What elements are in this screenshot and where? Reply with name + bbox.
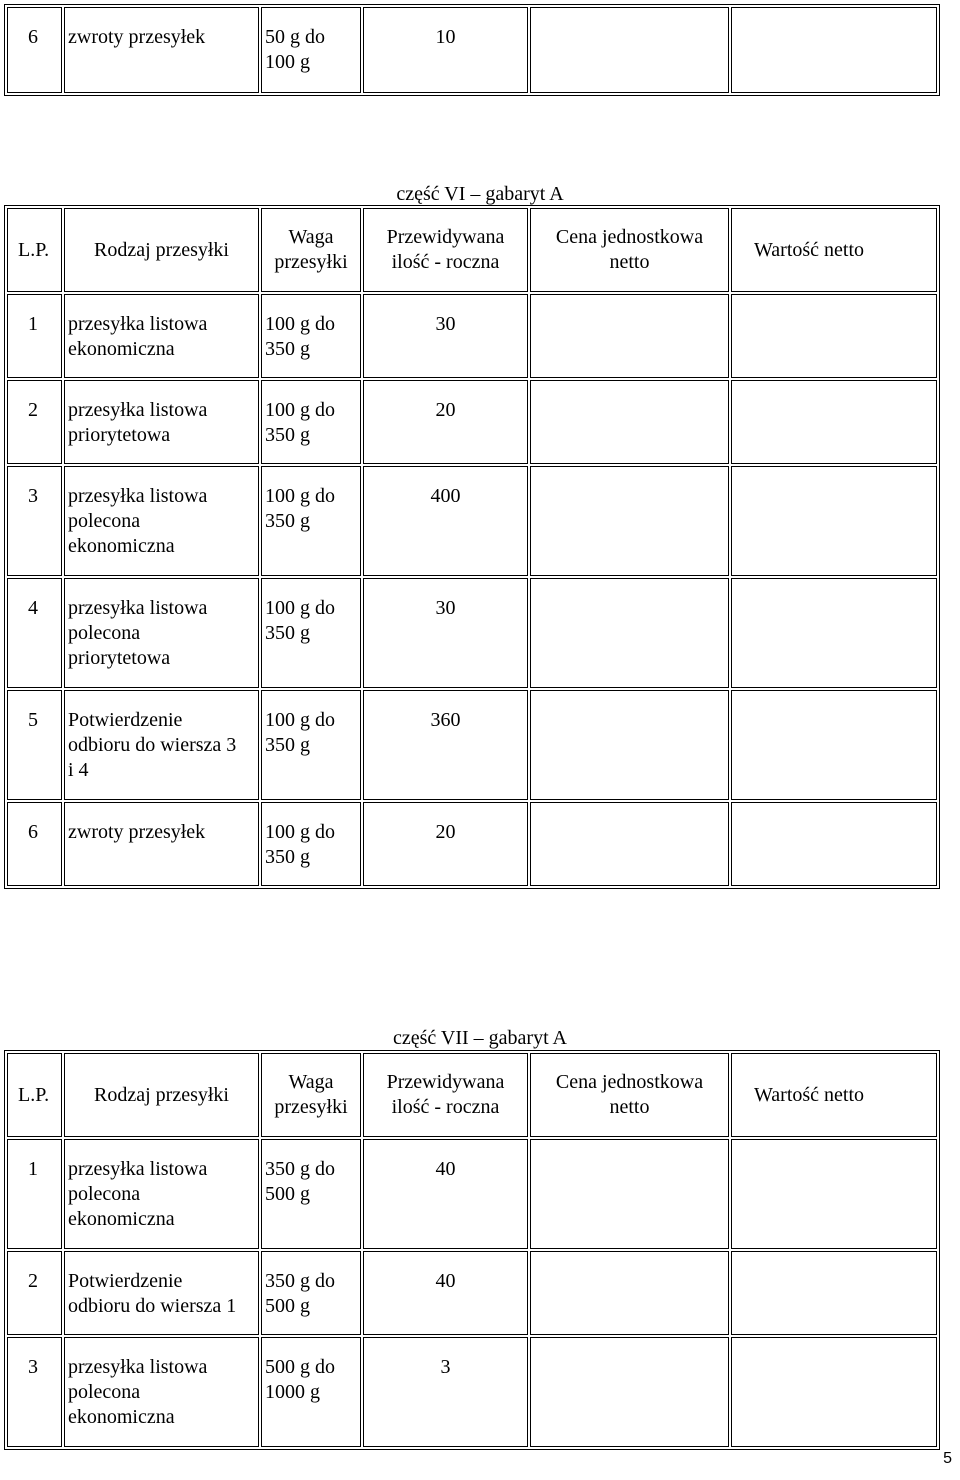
table-row — [7, 690, 937, 800]
lp-cell: 1 — [7, 294, 62, 378]
lp-cell: 3 — [7, 466, 62, 576]
waga-cell — [261, 802, 361, 886]
cena-cell[interactable] — [530, 294, 729, 378]
waga-cell — [261, 294, 361, 378]
lp-cell: 2 — [7, 380, 62, 464]
header-line: Waga — [288, 1071, 334, 1093]
page-number: 5 — [943, 1450, 952, 1467]
table-row — [7, 802, 937, 886]
wartosc-cell[interactable] — [731, 802, 937, 886]
rodzaj-line: priorytetowa — [68, 647, 171, 669]
waga-line: 350 g — [265, 846, 310, 868]
rodzaj-cell — [64, 802, 259, 886]
wartosc-cell[interactable] — [731, 1251, 937, 1335]
cena-cell[interactable] — [530, 802, 729, 886]
waga-line: 500 g — [265, 1183, 310, 1205]
rodzaj-cell — [64, 1251, 259, 1335]
ilosc-cell: 20 — [363, 802, 528, 886]
ilosc-cell: 10 — [363, 7, 528, 93]
header-line: Przewidywana — [386, 1071, 505, 1093]
rodzaj-cell — [64, 1139, 259, 1249]
header-line: przesyłki — [274, 251, 348, 273]
waga-line: 100 g do — [265, 597, 335, 619]
rodzaj-line: przesyłka listowa — [68, 1356, 208, 1378]
rodzaj-line: polecona — [68, 1183, 141, 1205]
rodzaj-cell — [64, 578, 259, 688]
waga-line: 100 g do — [265, 821, 335, 843]
header-rodzaj: Rodzaj przesyłki — [64, 1053, 259, 1137]
cena-cell[interactable] — [530, 690, 729, 800]
waga-line: 350 g do — [265, 1158, 335, 1180]
lp-cell: 6 — [7, 802, 62, 886]
rodzaj-line: odbioru do wiersza 3 — [68, 734, 237, 756]
waga-line: 350 g — [265, 734, 310, 756]
ilosc-cell: 20 — [363, 380, 528, 464]
rodzaj-cell — [64, 466, 259, 576]
table-row — [7, 1139, 937, 1249]
header-cena — [530, 1053, 729, 1137]
lp-cell: 6 — [7, 7, 62, 93]
rodzaj-line: przesyłka listowa — [68, 597, 208, 619]
waga-line: 500 g do — [265, 1356, 335, 1378]
header-ilosc — [363, 208, 528, 292]
header-line: Cena jednostkowa — [555, 1071, 704, 1093]
table-row — [7, 578, 937, 688]
ilosc-cell: 3 — [363, 1337, 528, 1447]
header-cena — [530, 208, 729, 292]
ilosc-cell: 400 — [363, 466, 528, 576]
table-row — [7, 1337, 937, 1447]
table-row — [7, 294, 937, 378]
rodzaj-line: ekonomiczna — [68, 1406, 175, 1428]
rodzaj-line: polecona — [68, 1381, 141, 1403]
wartosc-cell[interactable] — [731, 7, 937, 93]
wartosc-cell[interactable] — [731, 466, 937, 576]
header-line: Waga — [288, 226, 334, 248]
cena-cell[interactable] — [530, 1337, 729, 1447]
lp-cell: 3 — [7, 1337, 62, 1447]
rodzaj-line: zwroty przesyłek — [68, 26, 206, 48]
previous-section-table — [4, 4, 940, 96]
wartosc-cell[interactable] — [731, 380, 937, 464]
waga-cell — [261, 7, 361, 93]
wartosc-cell[interactable] — [731, 1337, 937, 1447]
header-line: Cena jednostkowa — [555, 226, 704, 248]
header-waga — [261, 208, 361, 292]
waga-line: 350 g do — [265, 1270, 335, 1292]
rodzaj-line: ekonomiczna — [68, 535, 175, 557]
ilosc-cell: 40 — [363, 1251, 528, 1335]
cena-cell[interactable] — [530, 1139, 729, 1249]
header-wartosc: Wartość netto — [731, 1053, 937, 1137]
cena-cell[interactable] — [530, 578, 729, 688]
waga-line: 1000 g — [265, 1381, 320, 1403]
waga-cell — [261, 380, 361, 464]
rodzaj-line: ekonomiczna — [68, 338, 175, 360]
waga-line: 100 g do — [265, 399, 335, 421]
rodzaj-line: Potwierdzenie — [68, 1270, 183, 1292]
waga-line: 350 g — [265, 424, 310, 446]
section-title: część VII – gabaryt A — [392, 1027, 567, 1049]
table-row — [7, 466, 937, 576]
waga-cell — [261, 690, 361, 800]
lp-cell: 4 — [7, 578, 62, 688]
waga-line: 500 g — [265, 1295, 310, 1317]
header-lp: L.P. — [7, 1053, 62, 1137]
waga-line: 100 g do — [265, 313, 335, 335]
header-row — [7, 1053, 937, 1137]
rodzaj-line: priorytetowa — [68, 424, 171, 446]
table-row — [7, 1251, 937, 1335]
rodzaj-line: zwroty przesyłek — [68, 821, 206, 843]
waga-cell — [261, 578, 361, 688]
ilosc-cell: 40 — [363, 1139, 528, 1249]
wartosc-cell[interactable] — [731, 294, 937, 378]
wartosc-cell[interactable] — [731, 1139, 937, 1249]
cena-cell[interactable] — [530, 466, 729, 576]
section7-table — [4, 1050, 940, 1450]
rodzaj-cell — [64, 690, 259, 800]
waga-line: 50 g do — [265, 26, 325, 48]
header-ilosc — [363, 1053, 528, 1137]
header-line: ilość - roczna — [391, 251, 500, 273]
waga-line: 100 g do — [265, 485, 335, 507]
ilosc-cell: 30 — [363, 294, 528, 378]
section6-table — [4, 205, 940, 889]
cena-cell[interactable] — [530, 1251, 729, 1335]
rodzaj-line: polecona — [68, 510, 141, 532]
cena-cell[interactable] — [530, 7, 729, 93]
header-waga — [261, 1053, 361, 1137]
lp-cell: 1 — [7, 1139, 62, 1249]
rodzaj-cell — [64, 294, 259, 378]
table-row — [7, 380, 937, 464]
waga-line: 350 g — [265, 622, 310, 644]
section-title: część VI – gabaryt A — [396, 183, 564, 205]
waga-line: 350 g — [265, 510, 310, 532]
rodzaj-line: przesyłka listowa — [68, 1158, 208, 1180]
header-line: przesyłki — [274, 1096, 348, 1118]
header-wartosc: Wartość netto — [731, 208, 937, 292]
rodzaj-cell — [64, 7, 259, 93]
header-line: netto — [609, 1096, 650, 1118]
waga-cell — [261, 1251, 361, 1335]
rodzaj-line: odbioru do wiersza 1 — [68, 1295, 237, 1317]
rodzaj-line: polecona — [68, 622, 141, 644]
rodzaj-cell — [64, 1337, 259, 1447]
header-row — [7, 208, 937, 292]
cena-cell[interactable] — [530, 380, 729, 464]
ilosc-cell: 360 — [363, 690, 528, 800]
rodzaj-line: przesyłka listowa — [68, 313, 208, 335]
waga-cell — [261, 466, 361, 576]
rodzaj-cell — [64, 380, 259, 464]
waga-line: 100 g — [265, 51, 310, 73]
table-row — [7, 7, 937, 93]
rodzaj-line: przesyłka listowa — [68, 399, 208, 421]
wartosc-cell[interactable] — [731, 690, 937, 800]
wartosc-cell[interactable] — [731, 578, 937, 688]
header-lp: L.P. — [7, 208, 62, 292]
rodzaj-line: przesyłka listowa — [68, 485, 208, 507]
waga-cell — [261, 1139, 361, 1249]
header-rodzaj: Rodzaj przesyłki — [64, 208, 259, 292]
rodzaj-line: i 4 — [68, 759, 89, 781]
waga-cell — [261, 1337, 361, 1447]
ilosc-cell: 30 — [363, 578, 528, 688]
header-line: netto — [609, 251, 650, 273]
header-line: Przewidywana — [386, 226, 505, 248]
waga-line: 350 g — [265, 338, 310, 360]
rodzaj-line: ekonomiczna — [68, 1208, 175, 1230]
header-line: ilość - roczna — [391, 1096, 500, 1118]
lp-cell: 5 — [7, 690, 62, 800]
rodzaj-line: Potwierdzenie — [68, 709, 183, 731]
lp-cell: 2 — [7, 1251, 62, 1335]
waga-line: 100 g do — [265, 709, 335, 731]
